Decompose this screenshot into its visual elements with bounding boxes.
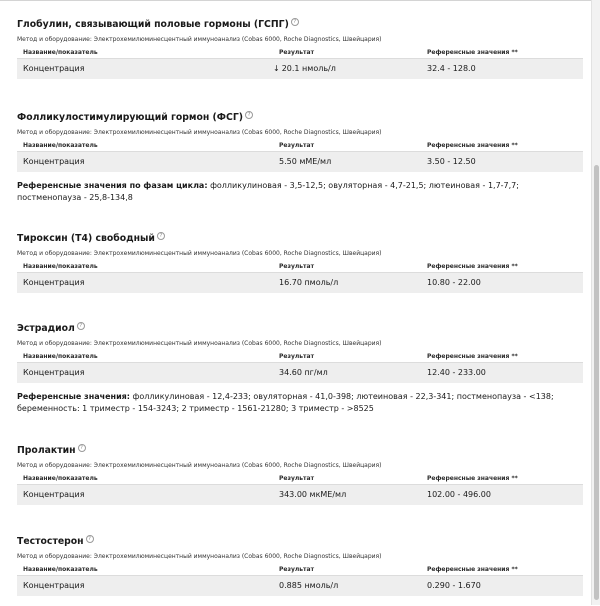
col-result-header: Результат bbox=[279, 49, 315, 56]
method-text: Метод и оборудование: Электрохемилюминесцентный иммуноанализ (Cobas 6000, Roche Diagnostics, Швейцария) bbox=[17, 462, 382, 469]
row-ref: 10.80 - 22.00 bbox=[427, 278, 481, 287]
test-section-prolactin bbox=[17, 444, 583, 505]
reference-note bbox=[17, 180, 577, 204]
row-ref: 102.00 - 496.00 bbox=[427, 490, 491, 499]
col-result-header: Результат bbox=[279, 475, 315, 482]
row-name: Концентрация bbox=[23, 368, 85, 377]
test-title bbox=[17, 444, 583, 457]
row-result-value: 20.1 нмоль/л bbox=[281, 64, 336, 73]
method-text: Метод и оборудование: Электрохемилюминесцентный иммуноанализ (Cobas 6000, Roche Diagnostics, Швейцария) bbox=[17, 250, 382, 257]
method-text: Метод и оборудование: Электрохемилюминесцентный иммуноанализ (Cobas 6000, Roche Diagnostics, Швейцария) bbox=[17, 36, 382, 43]
row-result: 0.885 нмоль/л bbox=[279, 581, 339, 590]
row-result bbox=[273, 59, 336, 79]
test-title-text: Тестостерон bbox=[17, 536, 84, 547]
col-result-header: Результат bbox=[279, 263, 315, 270]
help-icon[interactable]: ? bbox=[157, 232, 165, 240]
method-text: Метод и оборудование: Электрохемилюминесцентный иммуноанализ (Cobas 6000, Roche Diagnostics, Швейцария) bbox=[17, 553, 382, 560]
test-section-fsh bbox=[17, 111, 583, 204]
col-ref-header: Референсные значения ** bbox=[427, 142, 518, 149]
table-row bbox=[17, 272, 583, 293]
table-row bbox=[17, 484, 583, 505]
test-title bbox=[17, 18, 583, 31]
row-ref: 32.4 - 128.0 bbox=[427, 64, 476, 73]
test-title-text: Глобулин, связывающий половые гормоны (ГСПГ) bbox=[17, 19, 289, 30]
col-name-header: Название/показатель bbox=[23, 142, 98, 149]
table-header bbox=[17, 351, 583, 362]
row-result: 343.00 мкМЕ/мл bbox=[279, 490, 347, 499]
scrollbar-thumb[interactable] bbox=[594, 165, 599, 600]
help-icon[interactable]: ? bbox=[291, 18, 299, 26]
row-name: Концентрация bbox=[23, 581, 85, 590]
test-section-t4 bbox=[17, 232, 583, 293]
col-name-header: Название/показатель bbox=[23, 475, 98, 482]
reference-note-text: фолликулиновая - 12,4-233; овуляторная - 41,0-398; лютеиновая - 22,3-341; постменопауза - <138; беременность: 1 триместр - 154-3243; 2 триместр - 1561-21280; 3 триместр - >8525 bbox=[17, 392, 554, 413]
test-title bbox=[17, 232, 583, 245]
table-header bbox=[17, 140, 583, 151]
test-title-text: Пролактин bbox=[17, 445, 76, 456]
test-title-text: Эстрадиол bbox=[17, 323, 75, 334]
test-title-text: Тироксин (Т4) свободный bbox=[17, 233, 155, 244]
help-icon[interactable]: ? bbox=[78, 444, 86, 452]
vertical-scrollbar[interactable] bbox=[591, 0, 600, 605]
row-name: Концентрация bbox=[23, 490, 85, 499]
row-name: Концентрация bbox=[23, 278, 85, 287]
table-row bbox=[17, 151, 583, 172]
col-ref-header: Референсные значения ** bbox=[427, 263, 518, 270]
col-result-header: Результат bbox=[279, 142, 315, 149]
help-icon[interactable]: ? bbox=[77, 322, 85, 330]
col-name-header: Название/показатель bbox=[23, 353, 98, 360]
reference-note-label: Референсные значения по фазам цикла: bbox=[17, 181, 208, 190]
table-header bbox=[17, 564, 583, 575]
col-ref-header: Референсные значения ** bbox=[427, 353, 518, 360]
table-row bbox=[17, 362, 583, 383]
reference-note bbox=[17, 391, 577, 415]
help-icon[interactable]: ? bbox=[245, 111, 253, 119]
table-row bbox=[17, 58, 583, 79]
col-name-header: Название/показатель bbox=[23, 566, 98, 573]
table-header bbox=[17, 261, 583, 272]
col-name-header: Название/показатель bbox=[23, 49, 98, 56]
row-ref: 0.290 - 1.670 bbox=[427, 581, 481, 590]
row-ref: 12.40 - 233.00 bbox=[427, 368, 486, 377]
reference-note-label: Референсные значения: bbox=[17, 392, 131, 401]
help-icon[interactable]: ? bbox=[86, 535, 94, 543]
table-header bbox=[17, 473, 583, 484]
test-section-estradiol bbox=[17, 322, 583, 415]
test-section-shbg bbox=[17, 18, 583, 79]
arrow-down-icon: ↓ bbox=[273, 64, 280, 73]
method-text: Метод и оборудование: Электрохемилюминесцентный иммуноанализ (Cobas 6000, Roche Diagnostics, Швейцария) bbox=[17, 340, 382, 347]
col-result-header: Результат bbox=[279, 353, 315, 360]
col-ref-header: Референсные значения ** bbox=[427, 49, 518, 56]
test-section-testosterone bbox=[17, 535, 583, 596]
col-name-header: Название/показатель bbox=[23, 263, 98, 270]
col-ref-header: Референсные значения ** bbox=[427, 475, 518, 482]
col-result-header: Результат bbox=[279, 566, 315, 573]
test-title bbox=[17, 535, 583, 548]
row-name: Концентрация bbox=[23, 157, 85, 166]
table-row bbox=[17, 575, 583, 596]
row-result: 16.70 пмоль/л bbox=[279, 278, 339, 287]
row-result: 5.50 мМЕ/мл bbox=[279, 157, 332, 166]
row-result: 34.60 пг/мл bbox=[279, 368, 328, 377]
method-text: Метод и оборудование: Электрохемилюминесцентный иммуноанализ (Cobas 6000, Roche Diagnostics, Швейцария) bbox=[17, 129, 382, 136]
test-title-text: Фолликулостимулирующий гормон (ФСГ) bbox=[17, 112, 244, 123]
row-name: Концентрация bbox=[23, 64, 85, 73]
col-ref-header: Референсные значения ** bbox=[427, 566, 518, 573]
test-title bbox=[17, 322, 583, 335]
test-title bbox=[17, 111, 583, 124]
table-header bbox=[17, 47, 583, 58]
reference-note-text: фолликулиновая - 3,5-12,5; овуляторная - 4,7-21,5; лютеиновая - 1,7-7,7; постменопауза - 25,8-134,8 bbox=[17, 181, 519, 202]
row-ref: 3.50 - 12.50 bbox=[427, 157, 476, 166]
